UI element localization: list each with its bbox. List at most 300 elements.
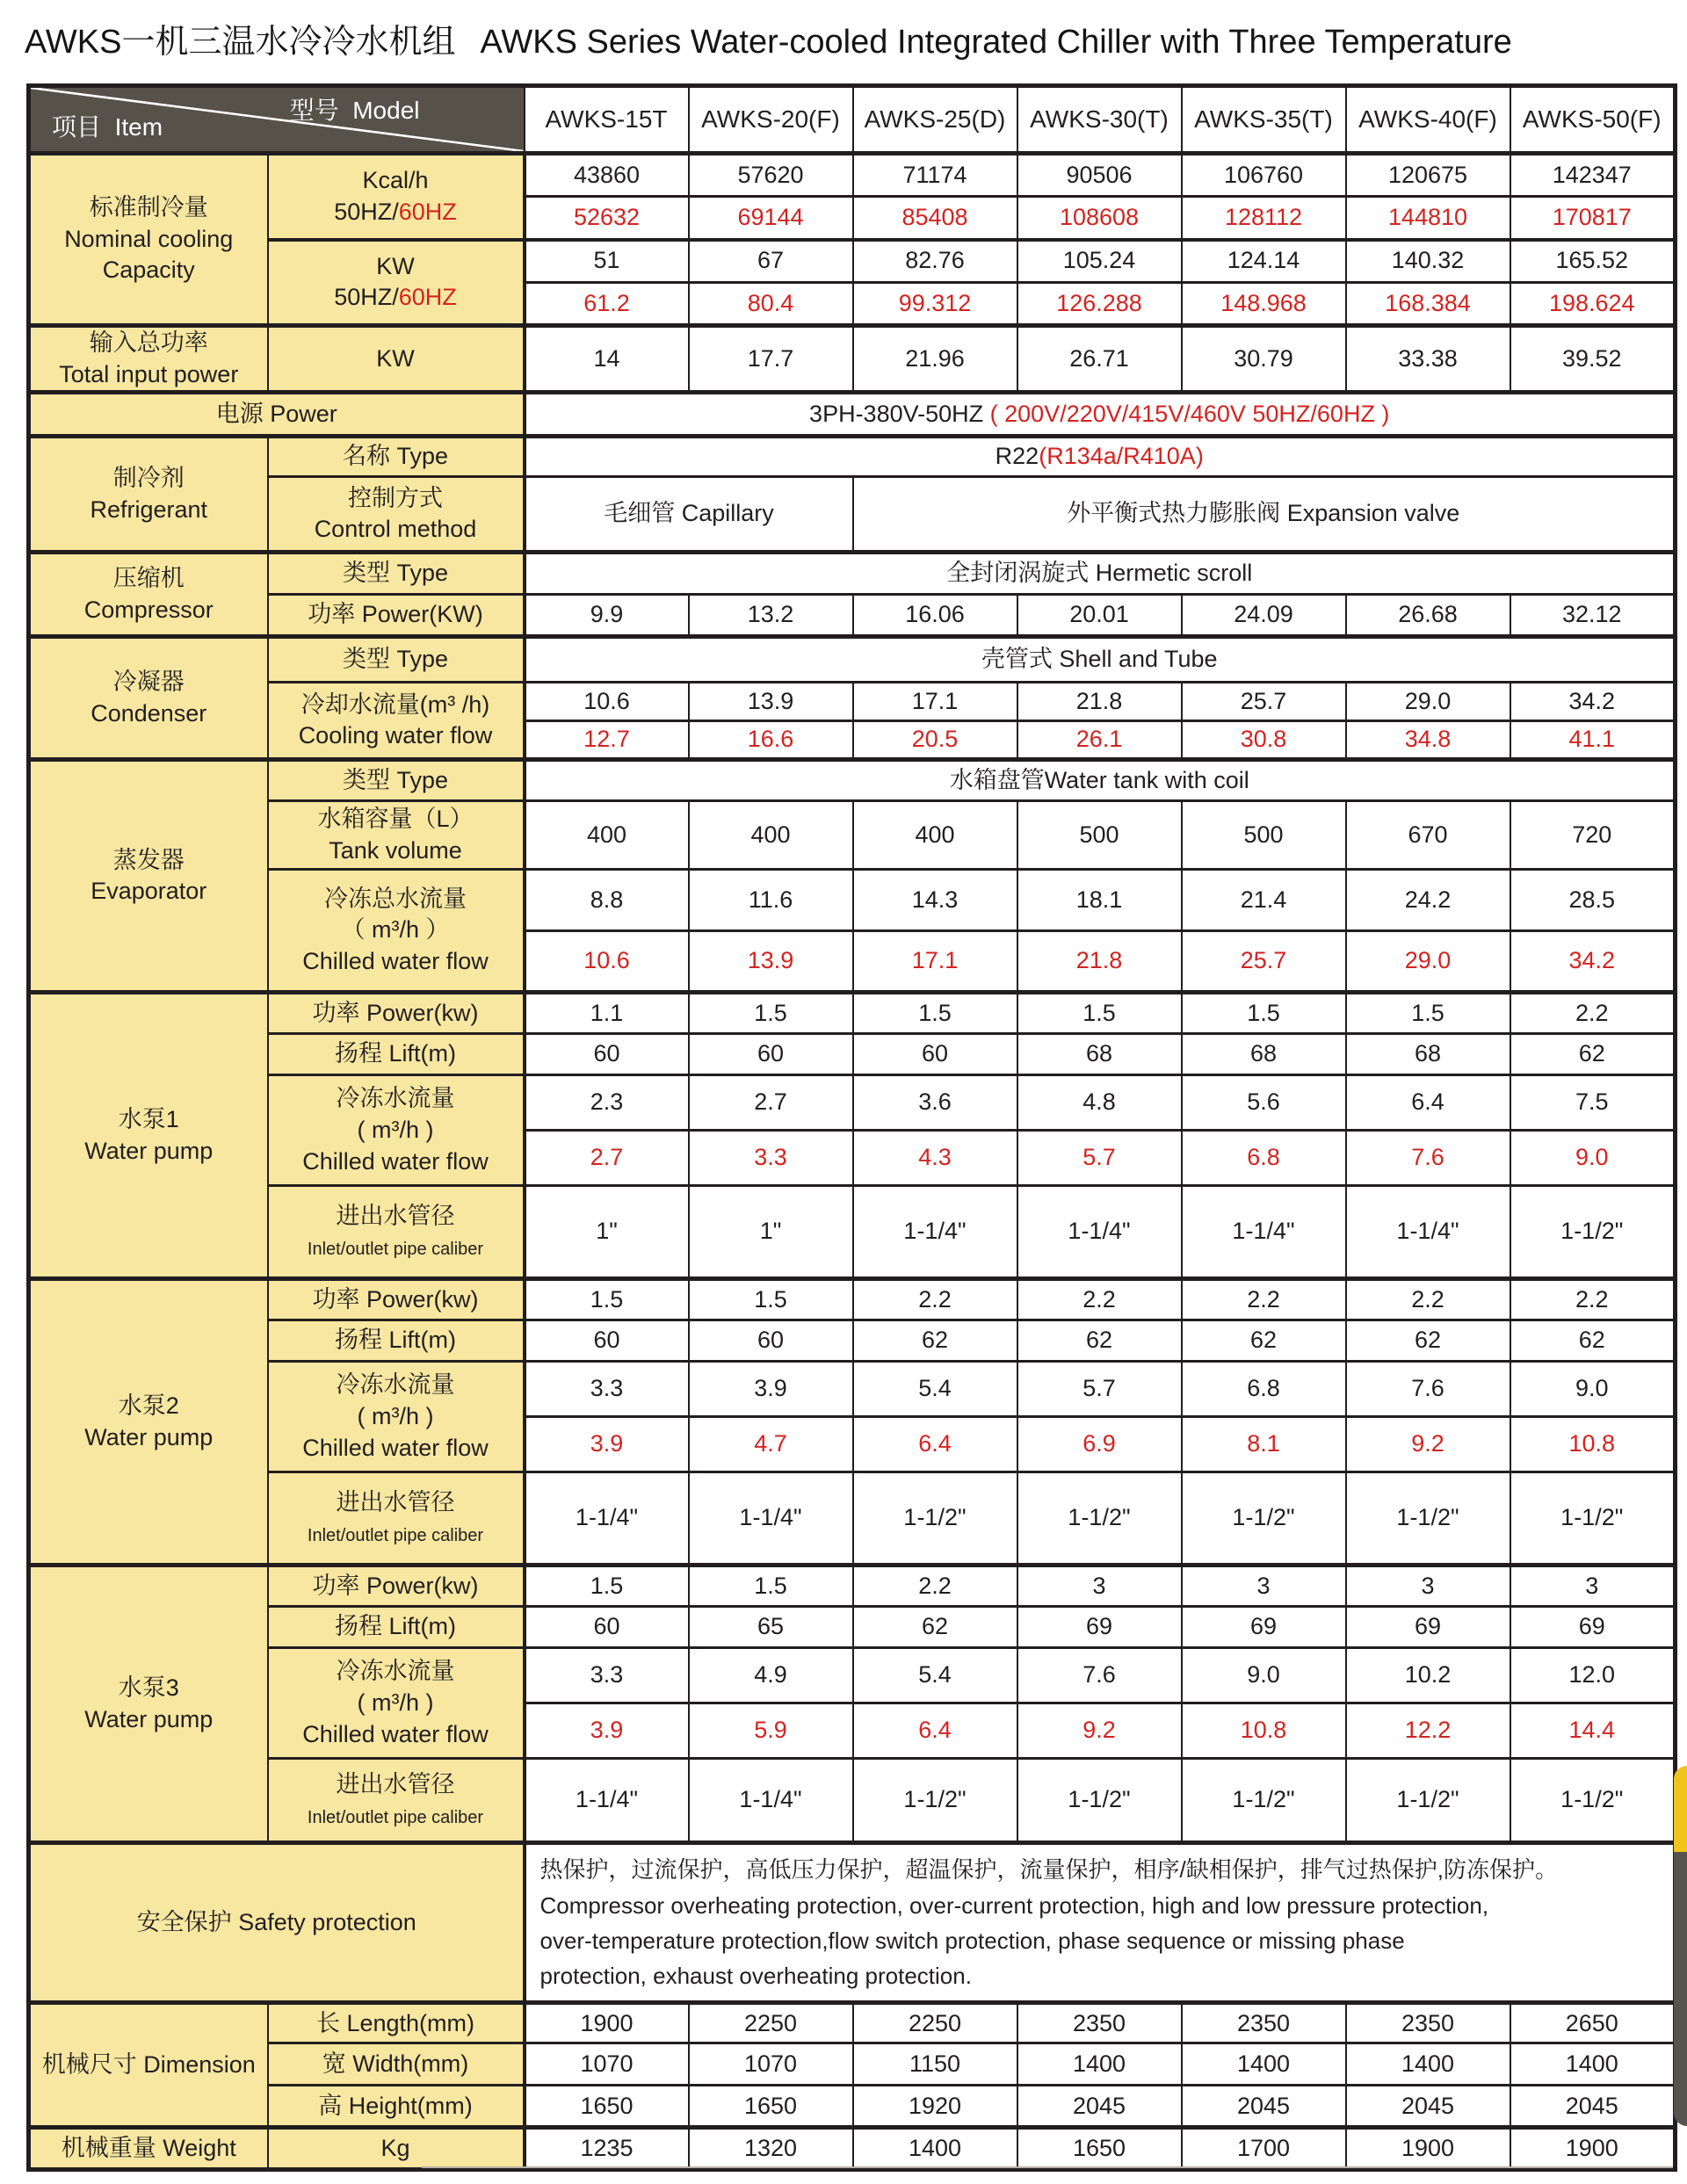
value-cell: 24.2 (1346, 870, 1510, 931)
value-cell: 2.2 (1510, 993, 1676, 1034)
value-cell: 62 (853, 1607, 1017, 1648)
value-cell: 3 (1182, 1566, 1346, 1607)
value-cell: 41.1 (1510, 721, 1676, 760)
value-cell: 32.12 (1510, 595, 1676, 637)
value-cell: 30.8 (1182, 721, 1346, 760)
value-cell: 1-1/2" (853, 1759, 1017, 1843)
table-row (29, 637, 1676, 683)
label-pump2-pipe-caliber: 进出水管径 Inlet/outlet pipe caliber (268, 1472, 525, 1566)
value-cell: 4.8 (1017, 1075, 1182, 1131)
table-row (29, 1843, 1676, 2003)
value-cell: 20.5 (853, 721, 1017, 760)
value-cell: 1.5 (689, 993, 853, 1034)
value-cell: 1.5 (1017, 993, 1182, 1034)
value-cell: 5.4 (853, 1648, 1017, 1703)
model-column-header: AWKS-35(T) (1182, 86, 1346, 154)
value-cell: 1-1/2" (1510, 1759, 1676, 1843)
value-cell: 18.1 (1017, 870, 1182, 931)
value-cell: 68 (1182, 1034, 1346, 1075)
page-title (25, 14, 1512, 62)
value-cell: 7.6 (1346, 1362, 1510, 1417)
value-cell: 1070 (525, 2043, 689, 2086)
label-weight: 机械重量 Weight (29, 2128, 268, 2170)
value-cell: 170817 (1510, 197, 1676, 240)
value-cell: 6.8 (1182, 1131, 1346, 1186)
value-cell: 62 (1346, 1320, 1510, 1362)
value-cell: 69 (1017, 1607, 1182, 1648)
value-cell: 10.8 (1182, 1703, 1346, 1759)
value-cell: 1-1/2" (1346, 1759, 1510, 1843)
value-cell: 62 (1017, 1320, 1182, 1362)
value-cell: 61.2 (525, 283, 689, 326)
value-cell: 3 (1017, 1566, 1182, 1607)
value-cell: 1.5 (525, 1279, 689, 1320)
value-cell: 2.3 (525, 1075, 689, 1131)
value-cell: 1650 (689, 2086, 853, 2128)
value-cell: 60 (525, 1034, 689, 1075)
value-cell: 1-1/2" (1182, 1472, 1346, 1566)
value-cell: 52632 (525, 197, 689, 240)
label-water-pump-2: 水泵2 Water pump (29, 1279, 268, 1566)
value-cell: 3.9 (525, 1417, 689, 1472)
value-cell: 2250 (689, 2003, 853, 2043)
value-refrigerant-name: R22(R134a/R410A) (525, 437, 1676, 477)
value-cell: 71174 (853, 154, 1017, 197)
value-cell: 3.3 (525, 1648, 689, 1703)
value-cell: 1900 (1510, 2128, 1676, 2170)
value-cell: 21.96 (853, 326, 1017, 393)
value-cell: 62 (1182, 1320, 1346, 1362)
value-cell: 7.5 (1510, 1075, 1676, 1131)
value-cell: 6.8 (1182, 1362, 1346, 1417)
label-pump2-chilled-flow: 冷冻水流量 ( m³/h ) Chilled water flow (268, 1362, 525, 1472)
table-row (29, 437, 1676, 477)
table-row (29, 870, 1676, 931)
value-cell: 1.5 (1346, 993, 1510, 1034)
value-cell: 3.6 (853, 1075, 1017, 1131)
value-cell: 14 (525, 326, 689, 393)
value-cell: 1-1/4" (1017, 1186, 1182, 1279)
table-row (29, 553, 1676, 595)
label-refrigerant: 制冷剂 Refrigerant (29, 437, 268, 553)
value-control-capillary: 毛细管 Capillary (525, 477, 853, 553)
value-cell: 10.6 (525, 931, 689, 993)
value-cell: 29.0 (1346, 683, 1510, 721)
value-cell: 4.9 (689, 1648, 853, 1703)
table-row (29, 1607, 1676, 1648)
value-cell: 720 (1510, 801, 1676, 870)
value-cell: 10.8 (1510, 1417, 1676, 1472)
value-cell: 26.1 (1017, 721, 1182, 760)
value-cell: 16.06 (853, 595, 1017, 637)
label-pump1-power: 功率 Power(kw) (268, 993, 525, 1034)
label-compressor: 压缩机 Compressor (29, 553, 268, 637)
value-cell: 2045 (1017, 2086, 1182, 2128)
table-row (29, 326, 1676, 393)
value-cell: 2.2 (1346, 1279, 1510, 1320)
value-cell: 60 (525, 1607, 689, 1648)
value-cell: 34.8 (1346, 721, 1510, 760)
value-cell: 1.5 (689, 1566, 853, 1607)
value-cell: 6.4 (1346, 1075, 1510, 1131)
value-cell: 108608 (1017, 197, 1182, 240)
value-cell: 3.3 (689, 1131, 853, 1186)
value-cell: 62 (853, 1320, 1017, 1362)
value-cell: 400 (689, 801, 853, 870)
label-power-supply: 电源 Power (29, 393, 525, 437)
value-cell: 1-1/4" (853, 1186, 1017, 1279)
value-cell: 85408 (853, 197, 1017, 240)
table-row (29, 2003, 1676, 2043)
value-cell: 2.2 (853, 1279, 1017, 1320)
value-cell: 25.7 (1182, 683, 1346, 721)
value-cell: 1.5 (1182, 993, 1346, 1034)
value-cell: 3 (1510, 1566, 1676, 1607)
label-control-method: 控制方式 Control method (268, 477, 525, 553)
value-cell: 1-1/2" (1017, 1472, 1182, 1566)
value-cell: 2350 (1182, 2003, 1346, 2043)
value-cell: 21.4 (1182, 870, 1346, 931)
value-cell: 1235 (525, 2128, 689, 2170)
value-cell: 69 (1346, 1607, 1510, 1648)
table-row (29, 1034, 1676, 1075)
value-cell: 2650 (1510, 2003, 1676, 2043)
value-cell: 1700 (1182, 2128, 1346, 2170)
value-cell: 1.5 (525, 1566, 689, 1607)
table-row (29, 1472, 1676, 1566)
label-compressor-power: 功率 Power(KW) (268, 595, 525, 637)
value-cell: 2045 (1510, 2086, 1676, 2128)
label-pump3-pipe-caliber: 进出水管径 Inlet/outlet pipe caliber (268, 1759, 525, 1843)
value-cell: 80.4 (689, 283, 853, 326)
table-row (29, 154, 1676, 197)
value-cell: 68 (1017, 1034, 1182, 1075)
value-cell: 9.0 (1510, 1362, 1676, 1417)
model-column-header: AWKS-20(F) (689, 86, 853, 154)
table-row (29, 1075, 1676, 1131)
value-cell: 1-1/2" (1182, 1759, 1346, 1843)
value-cell: 1-1/2" (1510, 1472, 1676, 1566)
value-cell: 1-1/4" (1346, 1186, 1510, 1279)
value-cell: 1-1/4" (689, 1472, 853, 1566)
label-nominal-cooling-capacity: 标准制冷量 Nominal cooling Capacity (29, 154, 268, 326)
value-cell: 29.0 (1346, 931, 1510, 993)
table-row (29, 1759, 1676, 1843)
value-cell: 500 (1017, 801, 1182, 870)
label-kw-freq: KW 50HZ/60HZ (268, 240, 525, 326)
model-column-header: AWKS-25(D) (853, 86, 1017, 154)
value-cell: 2.2 (1182, 1279, 1346, 1320)
value-cell: 2.2 (853, 1566, 1017, 1607)
value-cell: 90506 (1017, 154, 1182, 197)
value-cell: 60 (853, 1034, 1017, 1075)
value-cell: 2.2 (1017, 1279, 1182, 1320)
value-cell: 12.0 (1510, 1648, 1676, 1703)
value-cell: 13.9 (689, 683, 853, 721)
label-pump3-power: 功率 Power(kw) (268, 1566, 525, 1607)
value-cell: 1-1/2" (1346, 1472, 1510, 1566)
page-bottom-rule (422, 2166, 1673, 2168)
value-cell: 1-1/4" (689, 1759, 853, 1843)
value-cell: 1-1/2" (1017, 1759, 1182, 1843)
table-row (29, 393, 1676, 437)
value-cell: 670 (1346, 801, 1510, 870)
value-condenser-type: 壳管式 Shell and Tube (525, 637, 1676, 683)
value-cell: 9.2 (1017, 1703, 1182, 1759)
value-cell: 4.7 (689, 1417, 853, 1472)
value-cell: 43860 (525, 154, 689, 197)
value-cell: 140.32 (1346, 240, 1510, 283)
value-cell: 2350 (1017, 2003, 1182, 2043)
value-cell: 9.2 (1346, 1417, 1510, 1472)
page-title-en: AWKS Series Water-cooled Integrated Chiller with Three Temperature (480, 24, 1512, 61)
table-row (29, 2043, 1676, 2086)
value-cell: 28.5 (1510, 870, 1676, 931)
value-cell: 2250 (853, 2003, 1017, 2043)
value-cell: 400 (853, 801, 1017, 870)
label-pump1-pipe-caliber: 进出水管径 Inlet/outlet pipe caliber (268, 1186, 525, 1279)
value-cell: 1900 (525, 2003, 689, 2043)
value-cell: 67 (689, 240, 853, 283)
value-cell: 12.2 (1346, 1703, 1510, 1759)
page-title-zh: AWKS一机三温水冷冷水机组 (25, 24, 456, 61)
value-cell: 6.4 (853, 1703, 1017, 1759)
value-cell: 12.7 (525, 721, 689, 760)
value-cell: 142347 (1510, 154, 1676, 197)
value-cell: 5.7 (1017, 1131, 1182, 1186)
value-cell: 400 (525, 801, 689, 870)
value-cell: 5.6 (1182, 1075, 1346, 1131)
model-column-header: AWKS-50(F) (1510, 86, 1676, 154)
value-cell: 2045 (1346, 2086, 1510, 2128)
spec-table (26, 83, 1677, 2172)
item-header-label: 项目 Item (52, 113, 163, 141)
table-row (29, 801, 1676, 870)
value-cell: 13.9 (689, 931, 853, 993)
label-pump1-lift: 扬程 Lift(m) (268, 1034, 525, 1075)
label-chilled-total-water-flow: 冷冻总水流量 （ m³/h ） Chilled water flow (268, 870, 525, 993)
table-row (29, 1362, 1676, 1417)
value-cell: 7.6 (1346, 1131, 1510, 1186)
value-cell: 1" (689, 1186, 853, 1279)
label-compressor-type: 类型 Type (268, 553, 525, 595)
value-cell: 1920 (853, 2086, 1017, 2128)
value-cell: 68 (1346, 1034, 1510, 1075)
label-height: 高 Height(mm) (268, 2086, 525, 2128)
table-row (29, 993, 1676, 1034)
value-cell: 33.38 (1346, 326, 1510, 393)
value-cell: 26.71 (1017, 326, 1182, 393)
label-pump1-chilled-flow: 冷冻水流量 ( m³/h ) Chilled water flow (268, 1075, 525, 1186)
value-cell: 14.3 (853, 870, 1017, 931)
value-cell: 62 (1510, 1320, 1676, 1362)
label-weight-unit: Kg (268, 2128, 525, 2170)
value-cell: 148.968 (1182, 283, 1346, 326)
value-cell: 57620 (689, 154, 853, 197)
table-row (29, 1279, 1676, 1320)
value-cell: 500 (1182, 801, 1346, 870)
label-pump2-lift: 扬程 Lift(m) (268, 1320, 525, 1362)
value-cell: 1.5 (853, 993, 1017, 1034)
value-cell: 60 (525, 1320, 689, 1362)
value-cell: 2045 (1182, 2086, 1346, 2128)
label-condenser: 冷凝器 Condenser (29, 637, 268, 760)
table-row (29, 1648, 1676, 1703)
header-row (29, 86, 1676, 154)
value-cell: 168.384 (1346, 283, 1510, 326)
value-cell: 1-1/4" (525, 1472, 689, 1566)
table-row (29, 2128, 1676, 2170)
value-cell: 2.7 (689, 1075, 853, 1131)
value-cell: 3.9 (689, 1362, 853, 1417)
value-cell: 1400 (1510, 2043, 1676, 2086)
value-cell: 62 (1510, 1034, 1676, 1075)
value-cell: 25.7 (1182, 931, 1346, 993)
value-cell: 1" (525, 1186, 689, 1279)
table-row (29, 683, 1676, 721)
value-cell: 1400 (1017, 2043, 1182, 2086)
table-row (29, 2086, 1676, 2128)
label-refrigerant-name: 名称 Type (268, 437, 525, 477)
table-row (29, 1320, 1676, 1362)
value-cell: 5.9 (689, 1703, 853, 1759)
label-evaporator-type: 类型 Type (268, 760, 525, 801)
value-cell: 1-1/4" (525, 1759, 689, 1843)
value-cell: 82.76 (853, 240, 1017, 283)
value-cell: 3.9 (525, 1703, 689, 1759)
value-cell: 10.6 (525, 683, 689, 721)
value-cell: 10.2 (1346, 1648, 1510, 1703)
value-cell: 1-1/2" (853, 1472, 1017, 1566)
value-cell: 5.4 (853, 1362, 1017, 1417)
value-cell: 6.9 (1017, 1417, 1182, 1472)
value-cell: 128112 (1182, 197, 1346, 240)
value-cell: 2.7 (525, 1131, 689, 1186)
value-cell: 34.2 (1510, 683, 1676, 721)
value-evaporator-type: 水箱盘管Water tank with coil (525, 760, 1676, 801)
value-cell: 20.01 (1017, 595, 1182, 637)
label-tank-volume: 水箱容量（L） Tank volume (268, 801, 525, 870)
value-cell: 69 (1510, 1607, 1676, 1648)
value-cell: 1.5 (689, 1279, 853, 1320)
value-cell: 9.9 (525, 595, 689, 637)
value-cell: 1070 (689, 2043, 853, 2086)
value-cell: 4.3 (853, 1131, 1017, 1186)
value-cell: 1400 (853, 2128, 1017, 2170)
label-water-pump-3: 水泵3 Water pump (29, 1566, 268, 1843)
value-cell: 9.0 (1510, 1131, 1676, 1186)
header-corner-cell (29, 86, 525, 154)
value-cell: 65 (689, 1607, 853, 1648)
value-cell: 8.1 (1182, 1417, 1346, 1472)
model-header-label: 型号 Model (289, 97, 420, 124)
label-water-pump-1: 水泵1 Water pump (29, 993, 268, 1279)
table-row (29, 595, 1676, 637)
value-cell: 165.52 (1510, 240, 1676, 283)
value-cell: 144810 (1346, 197, 1510, 240)
value-cell: 1400 (1346, 2043, 1510, 2086)
value-cell: 106760 (1182, 154, 1346, 197)
value-cell: 11.6 (689, 870, 853, 931)
label-dimension: 机械尺寸 Dimension (29, 2003, 268, 2128)
value-cell: 16.6 (689, 721, 853, 760)
table-row (29, 760, 1676, 801)
value-cell: 14.4 (1510, 1703, 1676, 1759)
value-cell: 5.7 (1017, 1362, 1182, 1417)
label-pump2-power: 功率 Power(kw) (268, 1279, 525, 1320)
value-cell: 17.1 (853, 931, 1017, 993)
value-cell: 1-1/2" (1510, 1186, 1676, 1279)
model-column-header: AWKS-40(F) (1346, 86, 1510, 154)
label-pump3-lift: 扬程 Lift(m) (268, 1607, 525, 1648)
value-cell: 51 (525, 240, 689, 283)
page-edge-decoration (1674, 1766, 1687, 2126)
value-control-expansion-valve: 外平衡式热力膨胀阀 Expansion valve (853, 477, 1676, 553)
value-cell: 124.14 (1182, 240, 1346, 283)
value-cell: 30.79 (1182, 326, 1346, 393)
spec-table-body (29, 154, 1676, 2170)
value-cell: 21.8 (1017, 931, 1182, 993)
table-row (29, 1186, 1676, 1279)
value-cell: 105.24 (1017, 240, 1182, 283)
value-cell: 26.68 (1346, 595, 1510, 637)
value-cell: 1650 (1017, 2128, 1182, 2170)
value-cell: 60 (689, 1320, 853, 1362)
value-cell: 120675 (1346, 154, 1510, 197)
value-cell: 1900 (1346, 2128, 1510, 2170)
value-cell: 6.4 (853, 1417, 1017, 1472)
value-cell: 3 (1346, 1566, 1510, 1607)
table-row (29, 240, 1676, 283)
label-condenser-type: 类型 Type (268, 637, 525, 683)
value-cell: 69144 (689, 197, 853, 240)
model-column-header: AWKS-30(T) (1017, 86, 1182, 154)
label-kcal-freq: Kcal/h 50HZ/60HZ (268, 154, 525, 240)
table-row (29, 1566, 1676, 1607)
value-cell: 24.09 (1182, 595, 1346, 637)
value-cell: 69 (1182, 1607, 1346, 1648)
value-cell: 39.52 (1510, 326, 1676, 393)
value-cell: 1.1 (525, 993, 689, 1034)
value-cell: 198.624 (1510, 283, 1676, 326)
label-evaporator: 蒸发器 Evaporator (29, 760, 268, 993)
value-cell: 13.2 (689, 595, 853, 637)
value-cell: 34.2 (1510, 931, 1676, 993)
value-cell: 2.2 (1510, 1279, 1676, 1320)
label-width: 宽 Width(mm) (268, 2043, 525, 2086)
table-row (29, 477, 1676, 553)
value-cell: 9.0 (1182, 1648, 1346, 1703)
label-total-input-power: 输入总功率 Total input power (29, 326, 268, 393)
value-cell: 60 (689, 1034, 853, 1075)
value-cell: 17.1 (853, 683, 1017, 721)
value-cell: 2350 (1346, 2003, 1510, 2043)
model-column-header: AWKS-15T (525, 86, 689, 154)
label-length: 长 Length(mm) (268, 2003, 525, 2043)
label-cooling-water-flow: 冷却水流量(m³ /h) Cooling water flow (268, 683, 525, 760)
value-cell: 21.8 (1017, 683, 1182, 721)
value-cell: 1400 (1182, 2043, 1346, 2086)
value-compressor-type: 全封闭涡旋式 Hermetic scroll (525, 553, 1676, 595)
value-cell: 7.6 (1017, 1648, 1182, 1703)
value-cell: 126.288 (1017, 283, 1182, 326)
value-cell: 1650 (525, 2086, 689, 2128)
value-cell: 1-1/4" (1182, 1186, 1346, 1279)
label-kw-unit: KW (268, 326, 525, 393)
label-pump3-chilled-flow: 冷冻水流量 ( m³/h ) Chilled water flow (268, 1648, 525, 1759)
value-safety-protection: 热保护，过流保护，高低压力保护，超温保护，流量保护，相序/缺相保护，排气过热保护,防冻保护。 Compressor overheating protection, over-current protection, high and low pressure protection, over-temperature protection,flow switch protection, phase sequence or missing phase protection, exhaust overheating protection. (525, 1843, 1676, 2003)
value-cell: 99.312 (853, 283, 1017, 326)
